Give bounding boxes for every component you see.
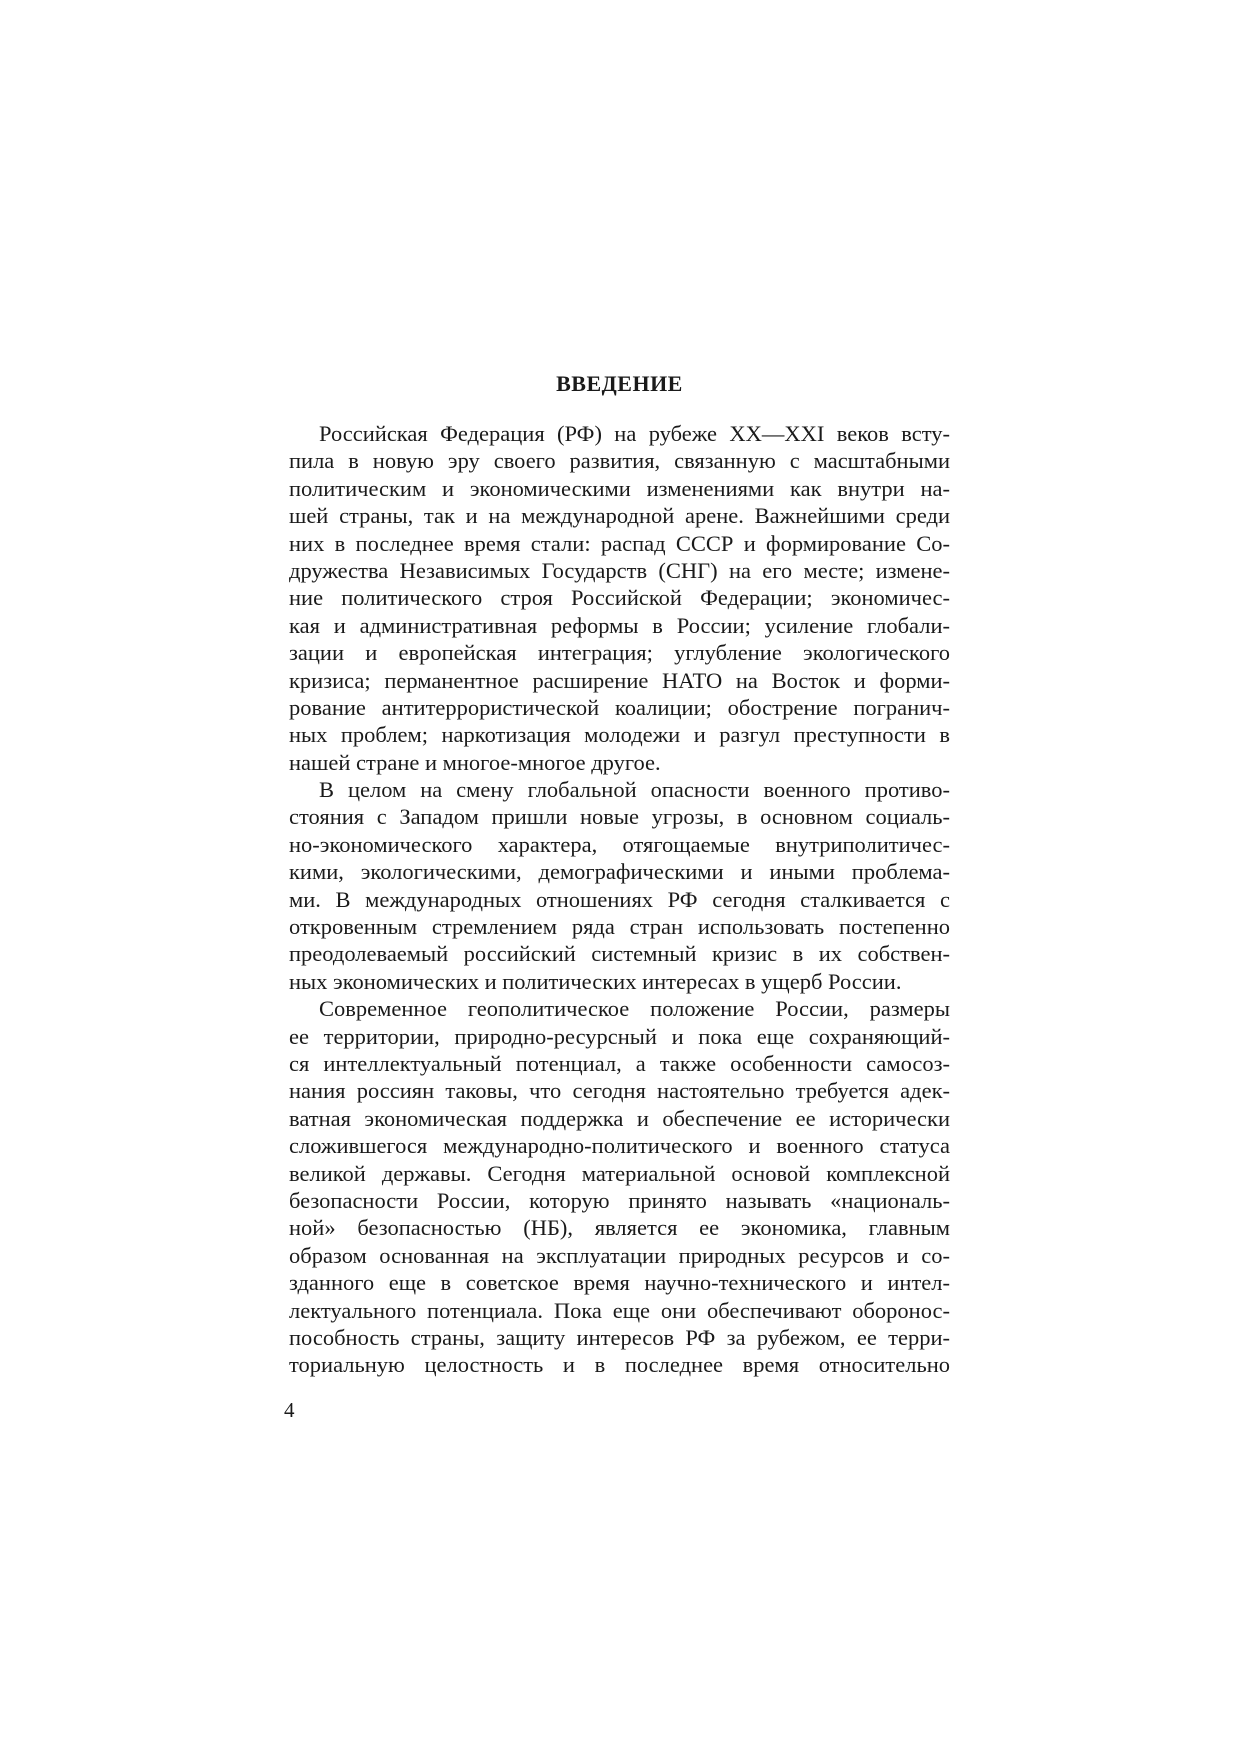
text-line: политическим и экономическими изменениями как внутри на- — [289, 475, 950, 501]
text-line: дружества Независимых Государств (СНГ) на его месте; измене- — [289, 557, 950, 583]
text-line: сложившегося международно-политического и военного статуса — [289, 1133, 950, 1159]
text-line: великой державы. Сегодня материальной основой комплексной — [289, 1160, 950, 1186]
text-line: но-экономического характера, отягощаемые внутриполитичес- — [289, 831, 950, 857]
text-line: шей страны, так и на международной арене. Важнейшими среди — [289, 503, 950, 529]
paragraph-2 — [289, 776, 950, 995]
text-line: Современное геополитическое положение России, размеры — [319, 996, 950, 1022]
text-line: нашей стране и многое-многое другое. — [289, 749, 661, 775]
text-line: пособность страны, защиту интересов РФ за рубежом, ее терри- — [289, 1324, 950, 1350]
body-text — [289, 420, 950, 1379]
text-line: ние политического строя Российской Федерации; экономичес- — [289, 585, 950, 611]
text-line: Российская Федерация (РФ) на рубеже XX—XXI веков всту- — [319, 421, 950, 446]
text-line: нания россиян таковы, что сегодня настоятельно требуется адек- — [289, 1078, 950, 1104]
text-line: ее территории, природно-ресурсный и пока еще сохраняющий- — [289, 1023, 950, 1049]
text-line: лектуального потенциала. Пока еще они обеспечивают оборонос- — [289, 1297, 950, 1323]
text-line: ной» безопасностью (НБ), является ее экономика, главным — [289, 1215, 950, 1241]
text-line: образом основанная на эксплуатации природных ресурсов и со- — [289, 1242, 950, 1268]
text-line: В целом на смену глобальной опасности военного противо- — [319, 777, 950, 803]
text-line: стояния с Западом пришли новые угрозы, в основном социаль- — [289, 804, 950, 830]
text-line: преодолеваемый российский системный кризис в их собствен- — [289, 941, 950, 967]
text-line: ватная экономическая поддержка и обеспечение ее исторически — [289, 1105, 950, 1131]
text-line: них в последнее время стали: распад СССР и формирование Со- — [289, 530, 950, 556]
paragraph-3 — [289, 995, 950, 1378]
text-line: кими, экологическими, демографическими и иными проблема- — [289, 859, 950, 885]
chapter-heading: ВВЕДЕНИЕ — [556, 371, 683, 396]
text-line: рование антитеррористической коалиции; обострение погранич- — [289, 694, 950, 720]
text-line: откровенным стремлением ряда стран использовать постепенно — [289, 914, 950, 940]
paragraph-1 — [289, 420, 950, 776]
text-line: кая и административная реформы в России; усиление глобали- — [289, 612, 950, 638]
text-line: ных проблем; наркотизация молодежи и разгул преступности в — [289, 722, 950, 748]
page-number: 4 — [284, 1398, 295, 1422]
text-line: ных экономических и политических интересах в ущерб России. — [289, 968, 902, 994]
text-line: зданного еще в советское время научно-технического и интел- — [289, 1270, 950, 1296]
text-line: безопасности России, которую принято называть «националь- — [289, 1187, 950, 1213]
text-line: ся интеллектуальный потенциал, а также особенности самосоз- — [289, 1050, 950, 1076]
text-line: зации и европейская интеграция; углубление экологического — [289, 640, 950, 666]
text-line: кризиса; перманентное расширение НАТО на Восток и форми- — [289, 667, 950, 693]
text-line: пила в новую эру своего развития, связанную с масштабными — [289, 448, 950, 474]
text-line: ми. В международных отношениях РФ сегодня сталкивается с — [289, 886, 950, 912]
text-line: ториальную целостность и в последнее время относительно — [289, 1352, 950, 1378]
